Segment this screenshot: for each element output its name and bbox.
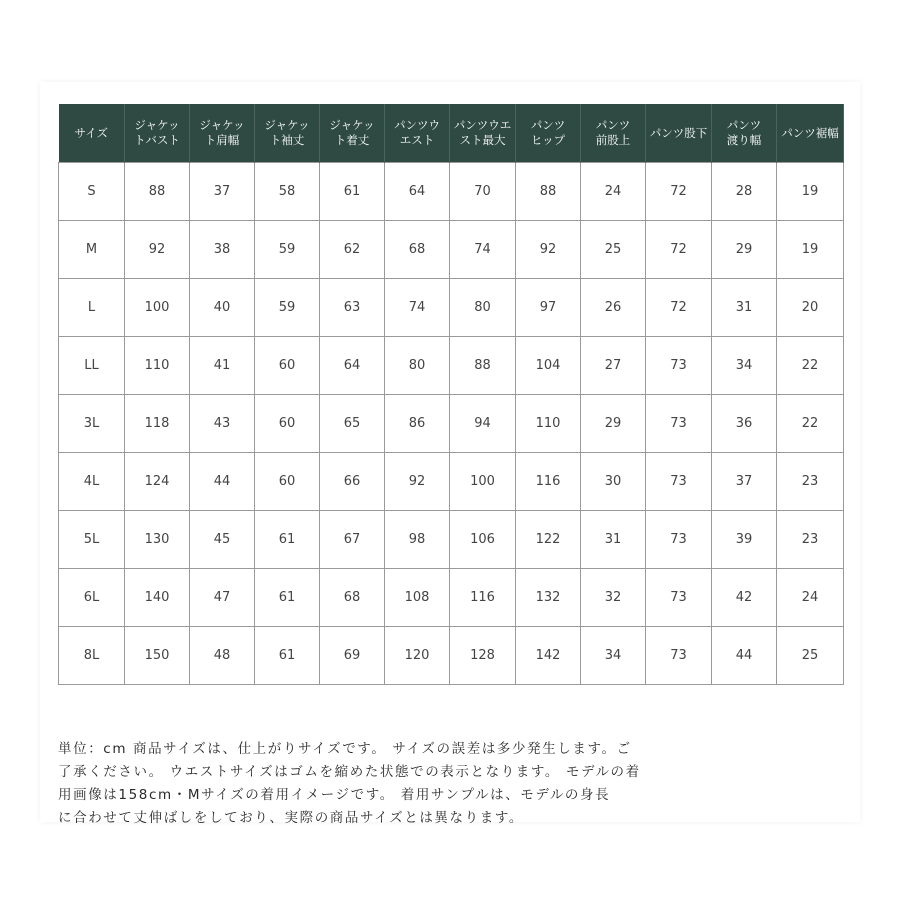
table-cell: 100 [450, 453, 516, 511]
column-header: パンツ裾幅 [777, 104, 844, 163]
column-header: サイズ [59, 104, 125, 163]
table-cell: 23 [777, 453, 844, 511]
table-cell: 60 [255, 395, 320, 453]
table-cell: 88 [516, 163, 581, 221]
table-cell: 22 [777, 337, 844, 395]
table-cell: 118 [125, 395, 190, 453]
size-chart-table [58, 104, 844, 685]
table-cell: 29 [712, 221, 777, 279]
table-cell: 73 [646, 337, 712, 395]
table-row [59, 279, 844, 337]
table-cell: 73 [646, 569, 712, 627]
table-cell: 92 [125, 221, 190, 279]
table-cell: 47 [190, 569, 255, 627]
table-cell: 64 [320, 337, 385, 395]
table-cell: 73 [646, 627, 712, 685]
table-cell: 140 [125, 569, 190, 627]
table-cell: 132 [516, 569, 581, 627]
column-header: パンツウエ スト最大 [450, 104, 516, 163]
table-cell: 116 [450, 569, 516, 627]
table-cell: 88 [450, 337, 516, 395]
table-cell: 97 [516, 279, 581, 337]
table-cell: 19 [777, 221, 844, 279]
table-cell: 72 [646, 221, 712, 279]
table-cell: 31 [581, 511, 646, 569]
table-cell: 88 [125, 163, 190, 221]
column-header: パンツウ エスト [385, 104, 450, 163]
size-label-cell: 8L [59, 627, 125, 685]
table-cell: 73 [646, 395, 712, 453]
column-header: パンツ ヒップ [516, 104, 581, 163]
table-cell: 25 [777, 627, 844, 685]
size-label-cell: M [59, 221, 125, 279]
table-cell: 61 [255, 569, 320, 627]
table-cell: 41 [190, 337, 255, 395]
table-cell: 64 [385, 163, 450, 221]
header-row [59, 104, 844, 163]
size-label-cell: L [59, 279, 125, 337]
column-header: ジャケッ ト肩幅 [190, 104, 255, 163]
table-cell: 40 [190, 279, 255, 337]
table-row [59, 163, 844, 221]
table-cell: 110 [516, 395, 581, 453]
column-header: ジャケッ ト袖丈 [255, 104, 320, 163]
table-cell: 20 [777, 279, 844, 337]
table-cell: 72 [646, 279, 712, 337]
table-cell: 60 [255, 453, 320, 511]
table-cell: 37 [712, 453, 777, 511]
size-label-cell: 5L [59, 511, 125, 569]
table-cell: 70 [450, 163, 516, 221]
table-cell: 25 [581, 221, 646, 279]
table-cell: 42 [712, 569, 777, 627]
table-cell: 122 [516, 511, 581, 569]
table-row [59, 337, 844, 395]
table-cell: 110 [125, 337, 190, 395]
table-cell: 80 [450, 279, 516, 337]
table-cell: 106 [450, 511, 516, 569]
table-cell: 92 [385, 453, 450, 511]
table-cell: 67 [320, 511, 385, 569]
table-cell: 44 [712, 627, 777, 685]
table-cell: 68 [320, 569, 385, 627]
table-cell: 61 [255, 627, 320, 685]
column-header: パンツ 前股上 [581, 104, 646, 163]
table-cell: 86 [385, 395, 450, 453]
table-cell: 94 [450, 395, 516, 453]
size-label-cell: LL [59, 337, 125, 395]
table-cell: 34 [712, 337, 777, 395]
table-cell: 59 [255, 279, 320, 337]
table-cell: 22 [777, 395, 844, 453]
table-cell: 92 [516, 221, 581, 279]
table-cell: 61 [255, 511, 320, 569]
table-row [59, 221, 844, 279]
table-cell: 60 [255, 337, 320, 395]
table-cell: 98 [385, 511, 450, 569]
table-cell: 104 [516, 337, 581, 395]
table-row [59, 395, 844, 453]
table-cell: 43 [190, 395, 255, 453]
table-cell: 100 [125, 279, 190, 337]
table-cell: 39 [712, 511, 777, 569]
table-cell: 68 [385, 221, 450, 279]
size-label-cell: S [59, 163, 125, 221]
table-cell: 130 [125, 511, 190, 569]
table-row [59, 511, 844, 569]
table-cell: 34 [581, 627, 646, 685]
table-cell: 128 [450, 627, 516, 685]
table-cell: 73 [646, 511, 712, 569]
table-cell: 26 [581, 279, 646, 337]
table-row [59, 627, 844, 685]
table-body [59, 163, 844, 685]
table-cell: 59 [255, 221, 320, 279]
table-cell: 24 [581, 163, 646, 221]
table-cell: 28 [712, 163, 777, 221]
size-label-cell: 3L [59, 395, 125, 453]
table-cell: 73 [646, 453, 712, 511]
table-cell: 45 [190, 511, 255, 569]
table-cell: 142 [516, 627, 581, 685]
size-label-cell: 4L [59, 453, 125, 511]
table-cell: 37 [190, 163, 255, 221]
table-cell: 120 [385, 627, 450, 685]
size-label-cell: 6L [59, 569, 125, 627]
table-header [59, 104, 844, 163]
table-cell: 65 [320, 395, 385, 453]
column-header: ジャケッ トバスト [125, 104, 190, 163]
table-cell: 23 [777, 511, 844, 569]
table-cell: 38 [190, 221, 255, 279]
table-cell: 150 [125, 627, 190, 685]
table-row [59, 569, 844, 627]
table-cell: 69 [320, 627, 385, 685]
table-cell: 58 [255, 163, 320, 221]
table-cell: 24 [777, 569, 844, 627]
table-cell: 72 [646, 163, 712, 221]
table-cell: 61 [320, 163, 385, 221]
table-cell: 32 [581, 569, 646, 627]
column-header: パンツ 渡り幅 [712, 104, 777, 163]
size-note-text: 単位：cm 商品サイズは、仕上がりサイズです。 サイズの誤差は多少発生します。ご 了承ください。 ウエストサイズはゴムを縮めた状態での表示となります。 モデルの着 用画像は158cm・Mサイズの着用イメージです。 着用サンプルは、モデルの身長 に合わせて丈伸ばしをしており、実際の商品サイズとは異なります。 [58, 741, 641, 826]
table-cell: 116 [516, 453, 581, 511]
table-cell: 74 [385, 279, 450, 337]
table-cell: 62 [320, 221, 385, 279]
column-header: ジャケッ ト着丈 [320, 104, 385, 163]
table-cell: 108 [385, 569, 450, 627]
table-cell: 36 [712, 395, 777, 453]
table-cell: 74 [450, 221, 516, 279]
table-cell: 66 [320, 453, 385, 511]
column-header: パンツ股下 [646, 104, 712, 163]
table-cell: 30 [581, 453, 646, 511]
table-cell: 63 [320, 279, 385, 337]
table-cell: 48 [190, 627, 255, 685]
table-cell: 80 [385, 337, 450, 395]
table-cell: 44 [190, 453, 255, 511]
table-cell: 27 [581, 337, 646, 395]
table-cell: 19 [777, 163, 844, 221]
table-cell: 31 [712, 279, 777, 337]
table-cell: 29 [581, 395, 646, 453]
table-cell: 124 [125, 453, 190, 511]
table-row [59, 453, 844, 511]
